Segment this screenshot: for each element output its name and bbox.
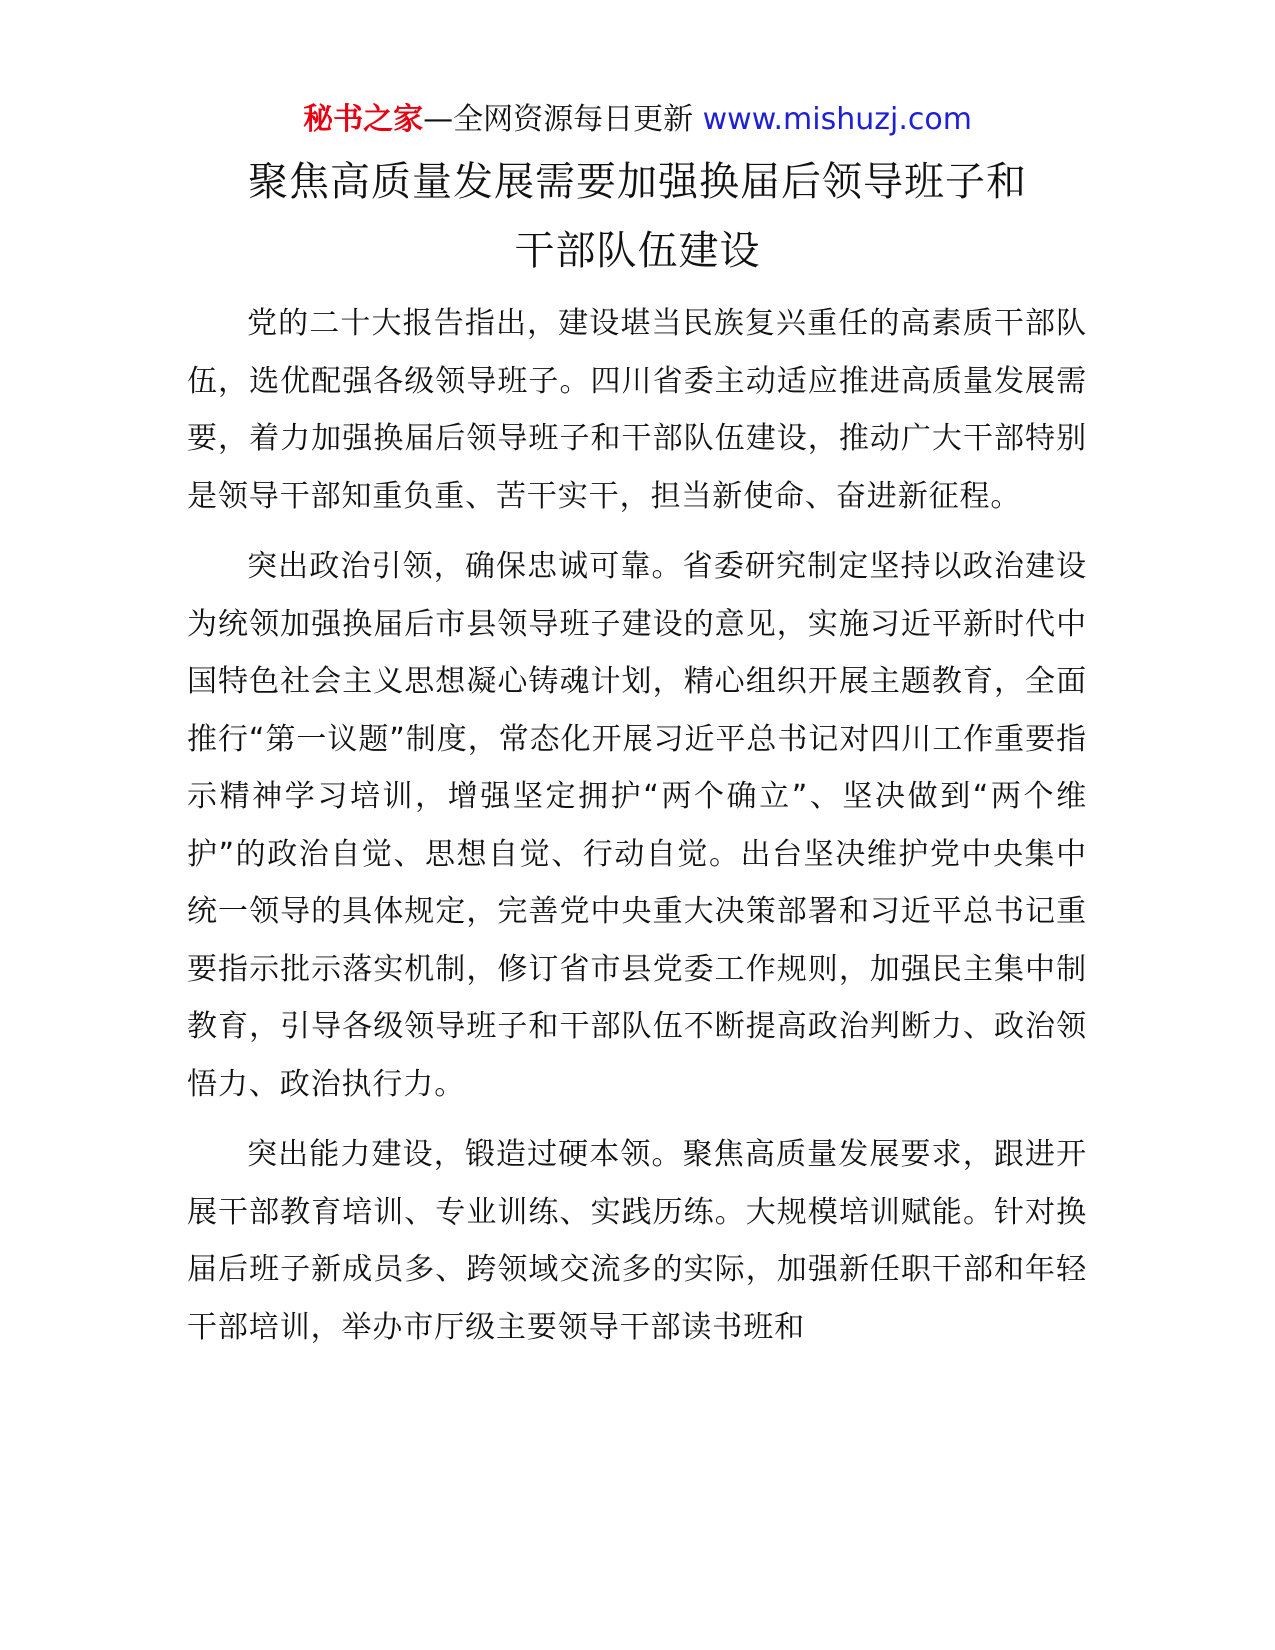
document-title bbox=[150, 148, 1125, 286]
document-body bbox=[187, 295, 1087, 1369]
site-header bbox=[0, 100, 1275, 140]
brand-name: 秘书之家 bbox=[303, 102, 424, 137]
paragraph-3: 突出能力建设，锻造过硬本领。聚焦高质量发展要求，跟进开展干部教育培训、专业训练、实践历练。大规模培训赋能。针对换届后班子新成员多、跨领域交流多的实际，加强新任职干部和年轻干部培训，举办市厅级主要领导干部读书班和 bbox=[187, 1137, 1087, 1345]
title-line-2: 干部队伍建设 bbox=[514, 228, 761, 274]
paragraph-1: 党的二十大报告指出，建设堪当民族复兴重任的高素质干部队伍，选优配强各级领导班子。四川省委主动适应推进高质量发展需要，着力加强换届后领导班子和干部队伍建设，推动广大干部特别是领导干部知重负重、苦干实干，担当新使命、奋进新征程。 bbox=[187, 306, 1087, 514]
header-tagline: —全网资源每日更新 bbox=[423, 102, 703, 137]
title-line-1: 聚焦高质量发展需要加强换届后领导班子和 bbox=[248, 159, 1027, 205]
paragraph-2: 突出政治引领，确保忠诚可靠。省委研究制定坚持以政治建设为统领加强换届后市县领导班子建设的意见，实施习近平新时代中国特色社会主义思想凝心铸魂计划，精心组织开展主题教育，全面推行“第一议题”制度，常态化开展习近平总书记对四川工作重要指示精神学习培训，增强坚定拥护“两个确立”、坚决做到“两个维护”的政治自觉、思想自觉、行动自觉。出台坚决维护党中央集中统一领导的具体规定，完善党中央重大决策部署和习近平总书记重要指示批示落实机制，修订省市县党委工作规则，加强民主集中制教育，引导各级领导班子和干部队伍不断提高政治判断力、政治领悟力、政治执行力。 bbox=[187, 549, 1087, 1102]
site-url-link[interactable]: www.mishuzj.com bbox=[702, 102, 972, 137]
